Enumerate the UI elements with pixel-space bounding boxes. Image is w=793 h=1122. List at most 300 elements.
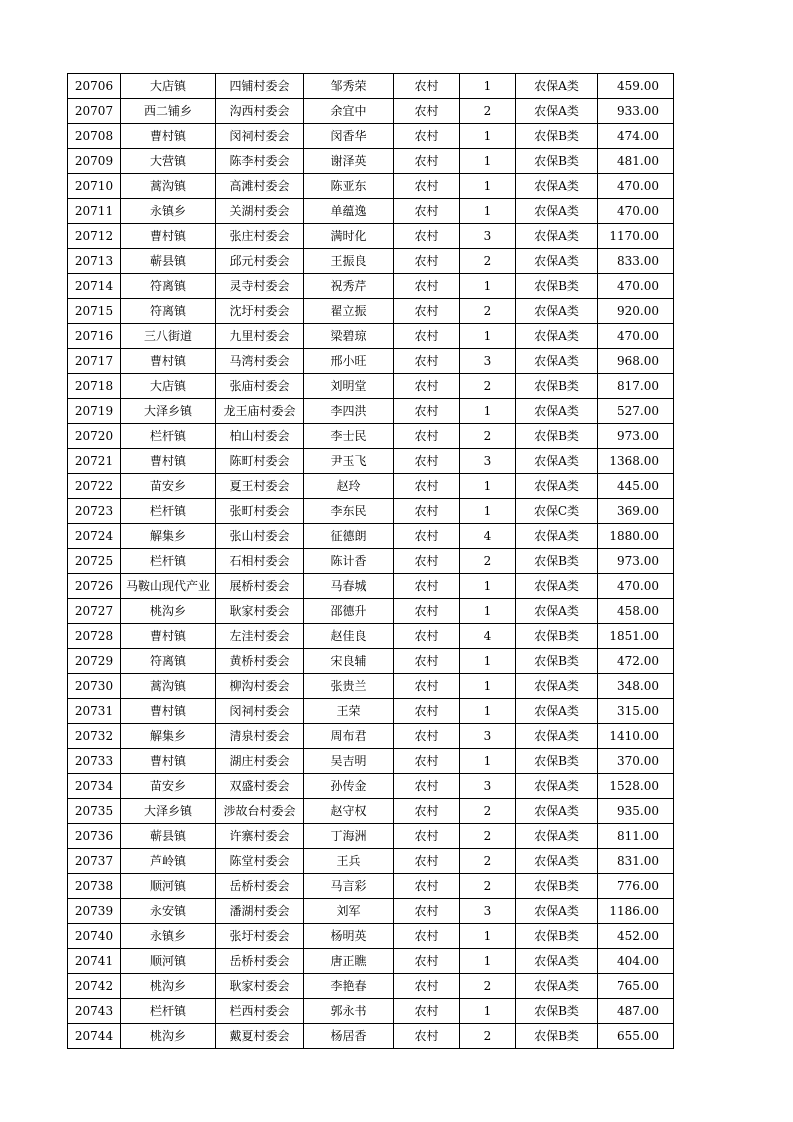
town-cell: 曹村镇	[121, 349, 216, 374]
table-row	[68, 874, 674, 899]
record-id-cell: 20719	[68, 399, 121, 424]
town-cell: 三八街道	[121, 324, 216, 349]
village-committee-cell: 邱元村委会	[216, 249, 304, 274]
insurance-category-cell: 农保B类	[516, 1024, 598, 1049]
village-committee-cell: 陈町村委会	[216, 449, 304, 474]
town-cell: 苗安乡	[121, 474, 216, 499]
area-type-cell: 农村	[394, 124, 460, 149]
table-row	[68, 424, 674, 449]
record-id-cell: 20739	[68, 899, 121, 924]
town-cell: 大泽乡镇	[121, 399, 216, 424]
town-cell: 解集乡	[121, 524, 216, 549]
village-committee-cell: 张圩村委会	[216, 924, 304, 949]
amount-cell: 470.00	[598, 174, 674, 199]
person-name-cell: 祝秀芹	[304, 274, 394, 299]
insurance-category-cell: 农保A类	[516, 849, 598, 874]
area-type-cell: 农村	[394, 149, 460, 174]
record-id-cell: 20729	[68, 649, 121, 674]
person-name-cell: 赵佳良	[304, 624, 394, 649]
insurance-category-cell: 农保B类	[516, 999, 598, 1024]
person-name-cell: 李艳春	[304, 974, 394, 999]
insurance-category-cell: 农保A类	[516, 199, 598, 224]
household-size-cell: 1	[460, 399, 516, 424]
village-committee-cell: 岳桥村委会	[216, 874, 304, 899]
household-size-cell: 1	[460, 674, 516, 699]
area-type-cell: 农村	[394, 224, 460, 249]
household-size-cell: 3	[460, 224, 516, 249]
village-committee-cell: 张庄村委会	[216, 224, 304, 249]
household-size-cell: 2	[460, 824, 516, 849]
area-type-cell: 农村	[394, 299, 460, 324]
area-type-cell: 农村	[394, 274, 460, 299]
insurance-category-cell: 农保A类	[516, 524, 598, 549]
record-id-cell: 20737	[68, 849, 121, 874]
table-row	[68, 124, 674, 149]
household-size-cell: 1	[460, 174, 516, 199]
village-committee-cell: 九里村委会	[216, 324, 304, 349]
household-size-cell: 2	[460, 1024, 516, 1049]
town-cell: 桃沟乡	[121, 974, 216, 999]
area-type-cell: 农村	[394, 624, 460, 649]
record-id-cell: 20722	[68, 474, 121, 499]
table-row	[68, 399, 674, 424]
area-type-cell: 农村	[394, 924, 460, 949]
village-committee-cell: 高滩村委会	[216, 174, 304, 199]
area-type-cell: 农村	[394, 849, 460, 874]
person-name-cell: 唐正瞧	[304, 949, 394, 974]
amount-cell: 1368.00	[598, 449, 674, 474]
person-name-cell: 杨明英	[304, 924, 394, 949]
area-type-cell: 农村	[394, 449, 460, 474]
record-id-cell: 20725	[68, 549, 121, 574]
record-id-cell: 20723	[68, 499, 121, 524]
amount-cell: 1170.00	[598, 224, 674, 249]
household-size-cell: 1	[460, 699, 516, 724]
area-type-cell: 农村	[394, 524, 460, 549]
roster-body	[68, 74, 674, 1049]
person-name-cell: 赵守权	[304, 799, 394, 824]
household-size-cell: 3	[460, 774, 516, 799]
table-row	[68, 174, 674, 199]
area-type-cell: 农村	[394, 399, 460, 424]
town-cell: 栏杆镇	[121, 499, 216, 524]
village-committee-cell: 左洼村委会	[216, 624, 304, 649]
household-size-cell: 1	[460, 149, 516, 174]
person-name-cell: 李四洪	[304, 399, 394, 424]
person-name-cell: 郭永书	[304, 999, 394, 1024]
area-type-cell: 农村	[394, 549, 460, 574]
area-type-cell: 农村	[394, 99, 460, 124]
amount-cell: 472.00	[598, 649, 674, 674]
table-row	[68, 574, 674, 599]
amount-cell: 445.00	[598, 474, 674, 499]
record-id-cell: 20721	[68, 449, 121, 474]
area-type-cell: 农村	[394, 899, 460, 924]
amount-cell: 935.00	[598, 799, 674, 824]
village-committee-cell: 沟西村委会	[216, 99, 304, 124]
amount-cell: 487.00	[598, 999, 674, 1024]
town-cell: 符离镇	[121, 649, 216, 674]
person-name-cell: 李东民	[304, 499, 394, 524]
table-row	[68, 749, 674, 774]
insurance-category-cell: 农保A类	[516, 224, 598, 249]
record-id-cell: 20742	[68, 974, 121, 999]
town-cell: 蕲县镇	[121, 249, 216, 274]
table-row	[68, 674, 674, 699]
town-cell: 桃沟乡	[121, 1024, 216, 1049]
table-row	[68, 99, 674, 124]
area-type-cell: 农村	[394, 674, 460, 699]
amount-cell: 404.00	[598, 949, 674, 974]
table-row	[68, 549, 674, 574]
insurance-category-cell: 农保A类	[516, 474, 598, 499]
table-row	[68, 499, 674, 524]
person-name-cell: 单蕴逸	[304, 199, 394, 224]
village-committee-cell: 闵祠村委会	[216, 699, 304, 724]
area-type-cell: 农村	[394, 174, 460, 199]
insurance-category-cell: 农保A类	[516, 774, 598, 799]
person-name-cell: 梁碧琼	[304, 324, 394, 349]
person-name-cell: 杨居香	[304, 1024, 394, 1049]
amount-cell: 831.00	[598, 849, 674, 874]
record-id-cell: 20733	[68, 749, 121, 774]
record-id-cell: 20712	[68, 224, 121, 249]
table-row	[68, 649, 674, 674]
insurance-category-cell: 农保A类	[516, 249, 598, 274]
town-cell: 大店镇	[121, 374, 216, 399]
insurance-category-cell: 农保A类	[516, 449, 598, 474]
table-row	[68, 899, 674, 924]
village-committee-cell: 张庙村委会	[216, 374, 304, 399]
amount-cell: 973.00	[598, 424, 674, 449]
area-type-cell: 农村	[394, 874, 460, 899]
amount-cell: 973.00	[598, 549, 674, 574]
person-name-cell: 刘军	[304, 899, 394, 924]
person-name-cell: 丁海洲	[304, 824, 394, 849]
village-committee-cell: 马湾村委会	[216, 349, 304, 374]
village-committee-cell: 柏山村委会	[216, 424, 304, 449]
amount-cell: 452.00	[598, 924, 674, 949]
roster-table	[67, 73, 674, 1049]
record-id-cell: 20716	[68, 324, 121, 349]
amount-cell: 1851.00	[598, 624, 674, 649]
town-cell: 曹村镇	[121, 624, 216, 649]
record-id-cell: 20734	[68, 774, 121, 799]
record-id-cell: 20711	[68, 199, 121, 224]
village-committee-cell: 湖庄村委会	[216, 749, 304, 774]
household-size-cell: 2	[460, 974, 516, 999]
insurance-category-cell: 农保A类	[516, 799, 598, 824]
table-row	[68, 924, 674, 949]
amount-cell: 527.00	[598, 399, 674, 424]
insurance-category-cell: 农保B类	[516, 624, 598, 649]
amount-cell: 459.00	[598, 74, 674, 99]
area-type-cell: 农村	[394, 74, 460, 99]
town-cell: 栏杆镇	[121, 424, 216, 449]
area-type-cell: 农村	[394, 649, 460, 674]
insurance-category-cell: 农保B类	[516, 924, 598, 949]
insurance-category-cell: 农保A类	[516, 724, 598, 749]
record-id-cell: 20744	[68, 1024, 121, 1049]
table-row	[68, 774, 674, 799]
village-committee-cell: 沈圩村委会	[216, 299, 304, 324]
insurance-category-cell: 农保A类	[516, 174, 598, 199]
table-row	[68, 274, 674, 299]
village-committee-cell: 岳桥村委会	[216, 949, 304, 974]
person-name-cell: 邵德升	[304, 599, 394, 624]
table-row	[68, 599, 674, 624]
insurance-category-cell: 农保A类	[516, 974, 598, 999]
area-type-cell: 农村	[394, 499, 460, 524]
table-row	[68, 74, 674, 99]
town-cell: 蕲县镇	[121, 824, 216, 849]
insurance-category-cell: 农保A类	[516, 74, 598, 99]
town-cell: 大店镇	[121, 74, 216, 99]
insurance-category-cell: 农保B类	[516, 374, 598, 399]
town-cell: 顺河镇	[121, 874, 216, 899]
person-name-cell: 宋良辅	[304, 649, 394, 674]
insurance-category-cell: 农保A类	[516, 349, 598, 374]
amount-cell: 765.00	[598, 974, 674, 999]
record-id-cell: 20738	[68, 874, 121, 899]
town-cell: 永镇乡	[121, 199, 216, 224]
person-name-cell: 谢泽英	[304, 149, 394, 174]
insurance-category-cell: 农保A类	[516, 574, 598, 599]
insurance-category-cell: 农保B类	[516, 274, 598, 299]
area-type-cell: 农村	[394, 574, 460, 599]
person-name-cell: 马言彩	[304, 874, 394, 899]
record-id-cell: 20740	[68, 924, 121, 949]
household-size-cell: 1	[460, 124, 516, 149]
town-cell: 栏杆镇	[121, 999, 216, 1024]
village-committee-cell: 戴夏村委会	[216, 1024, 304, 1049]
town-cell: 桃沟乡	[121, 599, 216, 624]
table-row	[68, 299, 674, 324]
amount-cell: 933.00	[598, 99, 674, 124]
town-cell: 永安镇	[121, 899, 216, 924]
town-cell: 曹村镇	[121, 124, 216, 149]
record-id-cell: 20706	[68, 74, 121, 99]
village-committee-cell: 关湖村委会	[216, 199, 304, 224]
amount-cell: 833.00	[598, 249, 674, 274]
household-size-cell: 2	[460, 799, 516, 824]
area-type-cell: 农村	[394, 474, 460, 499]
person-name-cell: 孙传金	[304, 774, 394, 799]
insurance-category-cell: 农保B类	[516, 874, 598, 899]
insurance-category-cell: 农保A类	[516, 599, 598, 624]
insurance-category-cell: 农保A类	[516, 699, 598, 724]
amount-cell: 920.00	[598, 299, 674, 324]
record-id-cell: 20714	[68, 274, 121, 299]
amount-cell: 811.00	[598, 824, 674, 849]
town-cell: 曹村镇	[121, 224, 216, 249]
insurance-category-cell: 农保C类	[516, 499, 598, 524]
household-size-cell: 1	[460, 574, 516, 599]
table-row	[68, 199, 674, 224]
amount-cell: 470.00	[598, 324, 674, 349]
record-id-cell: 20717	[68, 349, 121, 374]
village-committee-cell: 耿家村委会	[216, 974, 304, 999]
town-cell: 符离镇	[121, 299, 216, 324]
insurance-category-cell: 农保A类	[516, 949, 598, 974]
record-id-cell: 20735	[68, 799, 121, 824]
insurance-category-cell: 农保B类	[516, 749, 598, 774]
table-row	[68, 624, 674, 649]
village-committee-cell: 潘湖村委会	[216, 899, 304, 924]
person-name-cell: 陈计香	[304, 549, 394, 574]
person-name-cell: 刘明堂	[304, 374, 394, 399]
amount-cell: 370.00	[598, 749, 674, 774]
insurance-category-cell: 农保A类	[516, 299, 598, 324]
person-name-cell: 满时化	[304, 224, 394, 249]
insurance-category-cell: 农保B类	[516, 649, 598, 674]
person-name-cell: 王兵	[304, 849, 394, 874]
record-id-cell: 20730	[68, 674, 121, 699]
household-size-cell: 1	[460, 649, 516, 674]
household-size-cell: 2	[460, 874, 516, 899]
village-committee-cell: 耿家村委会	[216, 599, 304, 624]
amount-cell: 369.00	[598, 499, 674, 524]
village-committee-cell: 陈堂村委会	[216, 849, 304, 874]
household-size-cell: 1	[460, 274, 516, 299]
village-committee-cell: 灵寺村委会	[216, 274, 304, 299]
village-committee-cell: 双盛村委会	[216, 774, 304, 799]
person-name-cell: 翟立振	[304, 299, 394, 324]
amount-cell: 470.00	[598, 274, 674, 299]
insurance-category-cell: 农保A类	[516, 99, 598, 124]
record-id-cell: 20728	[68, 624, 121, 649]
area-type-cell: 农村	[394, 1024, 460, 1049]
town-cell: 芦岭镇	[121, 849, 216, 874]
village-committee-cell: 张山村委会	[216, 524, 304, 549]
table-row	[68, 474, 674, 499]
town-cell: 解集乡	[121, 724, 216, 749]
amount-cell: 315.00	[598, 699, 674, 724]
insurance-category-cell: 农保A类	[516, 899, 598, 924]
person-name-cell: 邹秀荣	[304, 74, 394, 99]
table-row	[68, 849, 674, 874]
amount-cell: 470.00	[598, 574, 674, 599]
village-committee-cell: 石相村委会	[216, 549, 304, 574]
village-committee-cell: 闵祠村委会	[216, 124, 304, 149]
table-row	[68, 449, 674, 474]
area-type-cell: 农村	[394, 724, 460, 749]
area-type-cell: 农村	[394, 974, 460, 999]
town-cell: 符离镇	[121, 274, 216, 299]
table-row	[68, 324, 674, 349]
household-size-cell: 3	[460, 899, 516, 924]
person-name-cell: 闵香华	[304, 124, 394, 149]
record-id-cell: 20726	[68, 574, 121, 599]
record-id-cell: 20727	[68, 599, 121, 624]
table-row	[68, 224, 674, 249]
amount-cell: 655.00	[598, 1024, 674, 1049]
household-size-cell: 1	[460, 599, 516, 624]
household-size-cell: 2	[460, 849, 516, 874]
amount-cell: 470.00	[598, 199, 674, 224]
village-committee-cell: 龙王庙村委会	[216, 399, 304, 424]
table-row	[68, 524, 674, 549]
area-type-cell: 农村	[394, 374, 460, 399]
record-id-cell: 20708	[68, 124, 121, 149]
household-size-cell: 1	[460, 949, 516, 974]
amount-cell: 1186.00	[598, 899, 674, 924]
insurance-category-cell: 农保B类	[516, 124, 598, 149]
town-cell: 栏杆镇	[121, 549, 216, 574]
village-committee-cell: 清泉村委会	[216, 724, 304, 749]
record-id-cell: 20732	[68, 724, 121, 749]
household-size-cell: 2	[460, 424, 516, 449]
household-size-cell: 3	[460, 449, 516, 474]
area-type-cell: 农村	[394, 799, 460, 824]
town-cell: 曹村镇	[121, 449, 216, 474]
household-size-cell: 1	[460, 324, 516, 349]
village-committee-cell: 许寨村委会	[216, 824, 304, 849]
record-id-cell: 20718	[68, 374, 121, 399]
table-row	[68, 1024, 674, 1049]
area-type-cell: 农村	[394, 999, 460, 1024]
village-committee-cell: 夏王村委会	[216, 474, 304, 499]
area-type-cell: 农村	[394, 424, 460, 449]
table-row	[68, 799, 674, 824]
table-row	[68, 699, 674, 724]
record-id-cell: 20713	[68, 249, 121, 274]
household-size-cell: 3	[460, 724, 516, 749]
amount-cell: 776.00	[598, 874, 674, 899]
person-name-cell: 李士民	[304, 424, 394, 449]
area-type-cell: 农村	[394, 199, 460, 224]
record-id-cell: 20709	[68, 149, 121, 174]
town-cell: 曹村镇	[121, 699, 216, 724]
household-size-cell: 1	[460, 199, 516, 224]
person-name-cell: 王振良	[304, 249, 394, 274]
village-committee-cell: 柳沟村委会	[216, 674, 304, 699]
village-committee-cell: 四铺村委会	[216, 74, 304, 99]
table-row	[68, 149, 674, 174]
person-name-cell: 吴吉明	[304, 749, 394, 774]
record-id-cell: 20720	[68, 424, 121, 449]
table-row	[68, 724, 674, 749]
record-id-cell: 20715	[68, 299, 121, 324]
household-size-cell: 4	[460, 624, 516, 649]
town-cell: 大泽乡镇	[121, 799, 216, 824]
amount-cell: 817.00	[598, 374, 674, 399]
town-cell: 大营镇	[121, 149, 216, 174]
household-size-cell: 1	[460, 999, 516, 1024]
person-name-cell: 周布君	[304, 724, 394, 749]
person-name-cell: 张贵兰	[304, 674, 394, 699]
insurance-category-cell: 农保A类	[516, 399, 598, 424]
village-committee-cell: 栏西村委会	[216, 999, 304, 1024]
area-type-cell: 农村	[394, 599, 460, 624]
person-name-cell: 余宜中	[304, 99, 394, 124]
household-size-cell: 1	[460, 924, 516, 949]
person-name-cell: 马春城	[304, 574, 394, 599]
household-size-cell: 2	[460, 249, 516, 274]
area-type-cell: 农村	[394, 349, 460, 374]
village-committee-cell: 黄桥村委会	[216, 649, 304, 674]
amount-cell: 474.00	[598, 124, 674, 149]
town-cell: 马鞍山现代产业	[121, 574, 216, 599]
person-name-cell: 邢小旺	[304, 349, 394, 374]
amount-cell: 1528.00	[598, 774, 674, 799]
person-name-cell: 陈亚东	[304, 174, 394, 199]
table-row	[68, 999, 674, 1024]
record-id-cell: 20741	[68, 949, 121, 974]
household-size-cell: 2	[460, 299, 516, 324]
town-cell: 蒿沟镇	[121, 674, 216, 699]
village-committee-cell: 陈李村委会	[216, 149, 304, 174]
